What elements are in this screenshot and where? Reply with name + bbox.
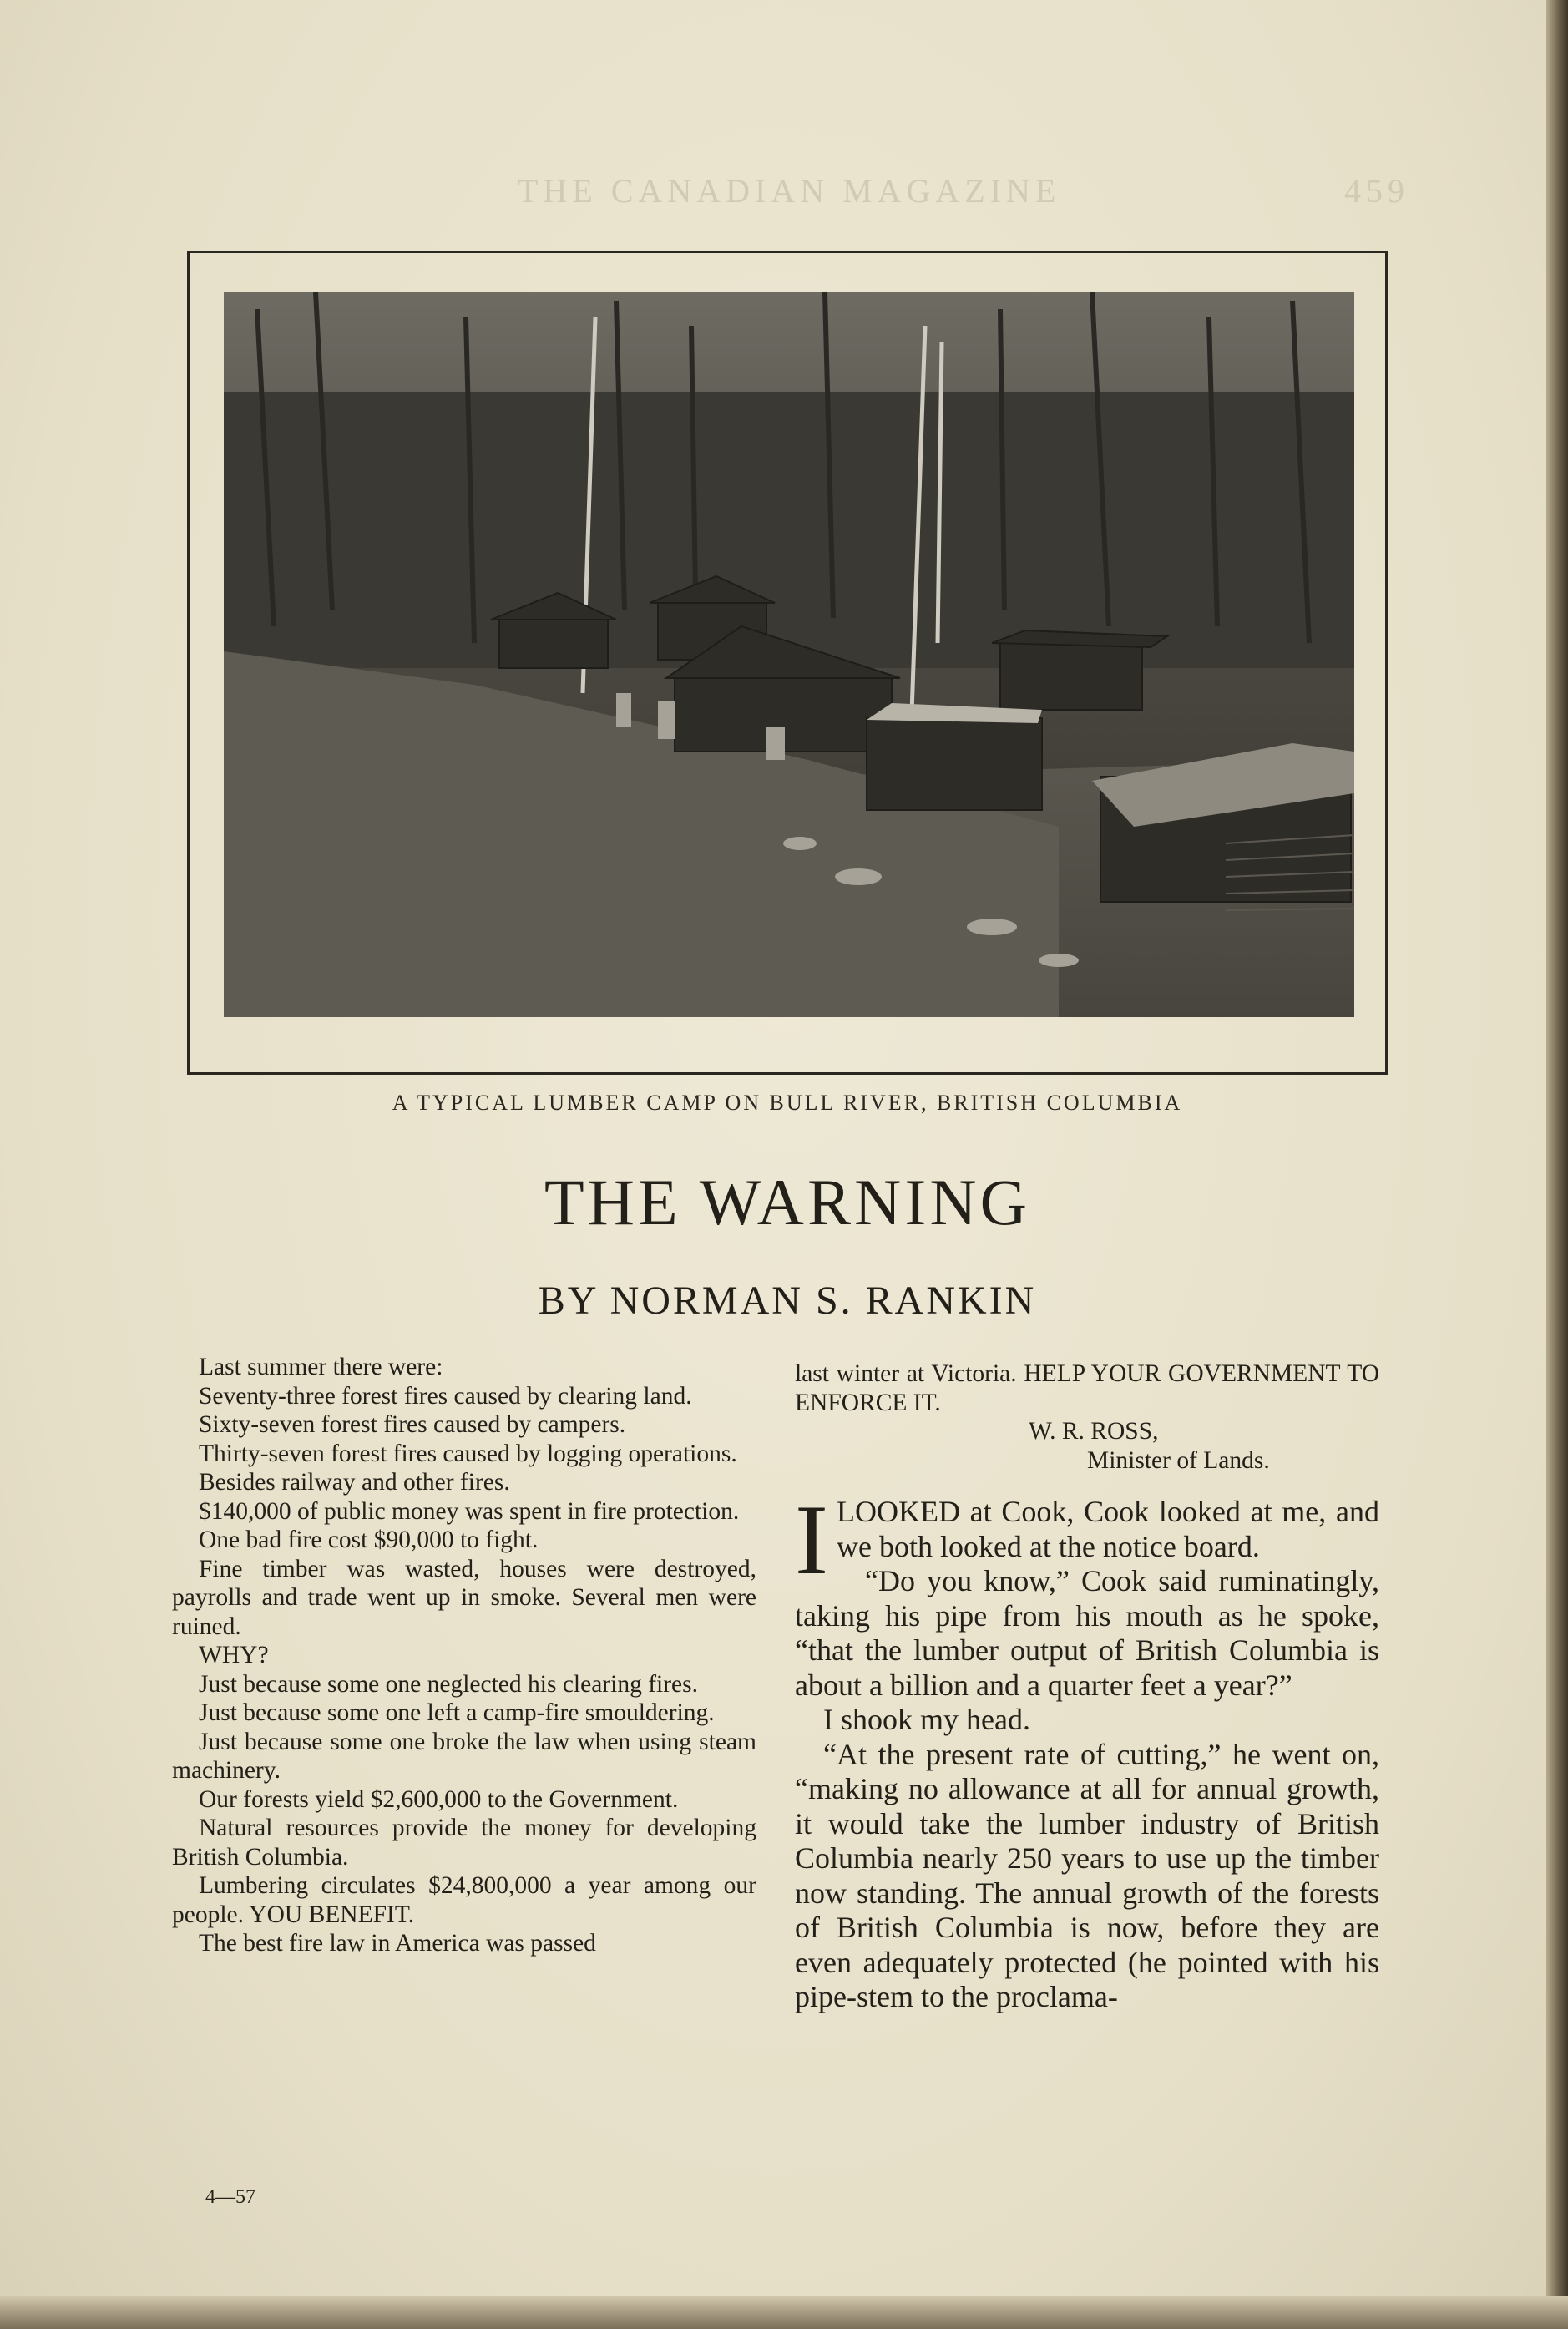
notice-paragraph: $140,000 of public money was spent in fire protection. (199, 1497, 740, 1525)
notice-paragraph: Fine timber was wasted, houses were destroyed, payrolls and trade went up in smoke. Several men were ruined. (172, 1555, 756, 1640)
running-header-title: THE CANADIAN MAGAZINE (518, 172, 1061, 210)
story-paragraph: “Do you know,” Cook said ruminatingly, taking his pipe from his mouth as he spoke, “that the lumber output of British Columbia is about a billion and a quarter feet a year?” (795, 1564, 1379, 1702)
notice-signature-name: W. R. ROSS, (1029, 1418, 1159, 1445)
book-gutter-edge (1546, 0, 1568, 2329)
notice-paragraph: One bad fire cost $90,000 to fight. (199, 1527, 539, 1553)
notice-paragraph: The best fire law in America was passed (199, 1930, 596, 1957)
story-opening-paragraph (795, 1484, 1379, 1595)
page-bottom-edge (0, 2296, 1568, 2329)
folio-signature: 4—57 (205, 2186, 255, 2208)
photo-caption: A TYPICAL LUMBER CAMP ON BULL RIVER, BRITISH COLUMBIA (392, 1091, 1183, 1115)
story-column (795, 1359, 1379, 2015)
fire-notice-column (172, 1353, 756, 1958)
story-paragraph-text: LOOKED at Cook, Cook looked at me, and we both looked at the notice board. (836, 1495, 1379, 1563)
notice-paragraph: Last summer there were: (199, 1354, 443, 1380)
notice-paragraph: Just because some one left a camp-fire smouldering. (199, 1699, 715, 1726)
notice-paragraph: Sixty-seven forest fires caused by campers. (199, 1411, 626, 1438)
story-body (795, 1484, 1379, 2015)
notice-paragraph: Seventy-three forest fires caused by clearing land. (199, 1382, 692, 1410)
lumber-camp-photo (224, 292, 1354, 1017)
running-header-page-number: 459 (1344, 172, 1409, 210)
notice-signature-title: Minister of Lands. (1087, 1446, 1270, 1474)
story-paragraph: I shook my head. (823, 1703, 1030, 1736)
article-byline: BY NORMAN S. RANKIN (538, 1278, 1037, 1323)
notice-paragraph: Thirty-seven forest fires caused by logging operations. (199, 1440, 737, 1467)
notice-paragraph: Our forests yield $2,600,000 to the Government. (199, 1785, 679, 1813)
notice-why: WHY? (199, 1642, 269, 1668)
notice-paragraph: Natural resources provide the money for developing British Columbia. (172, 1815, 756, 1871)
notice-paragraph: Besides railway and other fires. (199, 1469, 510, 1496)
notice-paragraph: Lumbering circulates $24,800,000 a year among our people. YOU BENEFIT. (172, 1872, 756, 1928)
notice-paragraph: Just because some one neglected his clearing fires. (199, 1670, 698, 1698)
article-title: THE WARNING (544, 1166, 1030, 1238)
notice-continuation: last winter at Victoria. HELP YOUR GOVERNMENT TO ENFORCE IT. (795, 1360, 1379, 1416)
lumber-camp-illustration (224, 292, 1354, 1017)
notice-paragraph: Just because some one broke the law when using steam machinery. (172, 1728, 756, 1784)
drop-cap: I (795, 1484, 828, 1595)
running-header-bleedthrough (518, 171, 1419, 210)
story-paragraph: “At the present rate of cutting,” he went on, “making no allowance at all for annual growth, it would take the lumber industry of British Columbia nearly 250 years to use up the timber now standing. The annual growth of the forests of British Columbia is now, before they are even adequately protected (he pointed with his pipe-stem to the proclama- (795, 1737, 1379, 2013)
